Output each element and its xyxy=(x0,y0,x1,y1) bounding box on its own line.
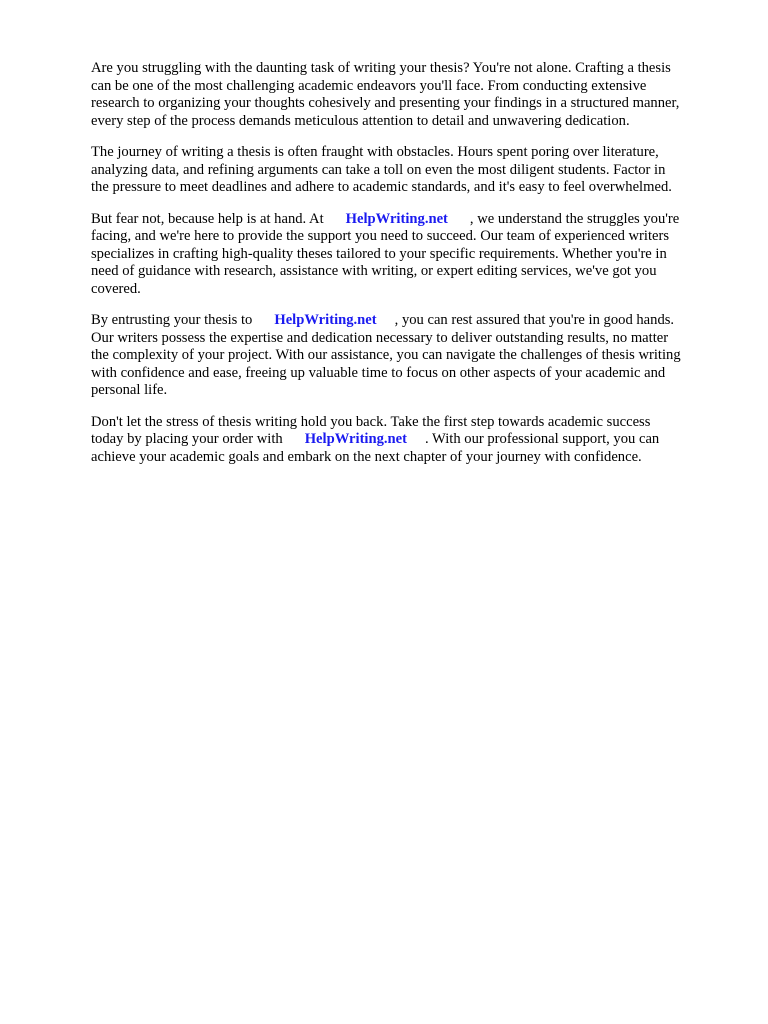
text-line: Our writers possess the expertise and dedication necessary to deliver outstanding results, no matter xyxy=(91,329,669,346)
text-line: facing, and we're here to provide the support you need to succeed. Our team of experienced writers xyxy=(91,228,670,244)
text-line: achieve your academic goals and embark on the next chapter of your journey with confidence. xyxy=(91,448,642,465)
text-line: can be one of the most challenging academic endeavors you'll face. From conducting extensive xyxy=(91,77,647,94)
text-line: The journey of writing a thesis is often fraught with obstacles. Hours spent poring over literature, xyxy=(91,144,659,160)
text-line: the complexity of your project. With our assistance, you can navigate the challenges of thesis writing xyxy=(91,347,681,363)
text-line: every step of the process demands meticulous attention to detail and unwavering dedication. xyxy=(91,112,630,129)
text-line xyxy=(91,312,731,330)
text-line: with confidence and ease, freeing up valuable time to focus on other aspects of your academic and xyxy=(91,364,666,381)
text-segment: But fear not, because help is at hand. At xyxy=(91,210,324,227)
paragraph-obstacles xyxy=(91,144,731,197)
text-line: specializes in crafting high-quality theses tailored to your specific requirements. Whether you're in xyxy=(91,245,667,262)
text-line: Don't let the stress of thesis writing hold you back. Take the first step towards academic success xyxy=(91,413,651,430)
paragraph-intro xyxy=(91,60,731,130)
paragraph-closing xyxy=(91,414,731,467)
paragraph-help xyxy=(91,211,731,299)
text-segment: . With our professional support, you can xyxy=(425,431,660,447)
text-line: Are you struggling with the daunting task of writing your thesis? You're not alone. Crafting a thesis xyxy=(91,60,671,76)
text-line: research to organizing your thoughts cohesively and presenting your findings in a structured manner, xyxy=(91,95,680,111)
helpwriting-link[interactable]: HelpWriting.net xyxy=(345,210,448,227)
text-line: the pressure to meet deadlines and adhere to academic standards, and it's easy to feel overwhelmed. xyxy=(91,179,672,195)
text-line: personal life. xyxy=(91,382,168,398)
text-line xyxy=(91,431,731,449)
helpwriting-link[interactable]: HelpWriting.net xyxy=(274,312,377,328)
text-line xyxy=(91,211,731,229)
helpwriting-link[interactable]: HelpWriting.net xyxy=(304,431,407,447)
document-page xyxy=(91,60,731,480)
paragraph-entrust xyxy=(91,312,731,400)
text-line: need of guidance with research, assistance with writing, or expert editing services, we've got you xyxy=(91,263,657,279)
text-segment: today by placing your order with xyxy=(91,431,283,447)
text-segment: By entrusting your thesis to xyxy=(91,312,253,328)
text-segment: , we understand the struggles you're xyxy=(469,210,680,227)
text-line: covered. xyxy=(91,280,141,297)
text-line: analyzing data, and refining arguments can take a toll on even the most diligent students. Factor in xyxy=(91,161,666,178)
text-segment: , you can rest assured that you're in good hands. xyxy=(394,312,675,328)
